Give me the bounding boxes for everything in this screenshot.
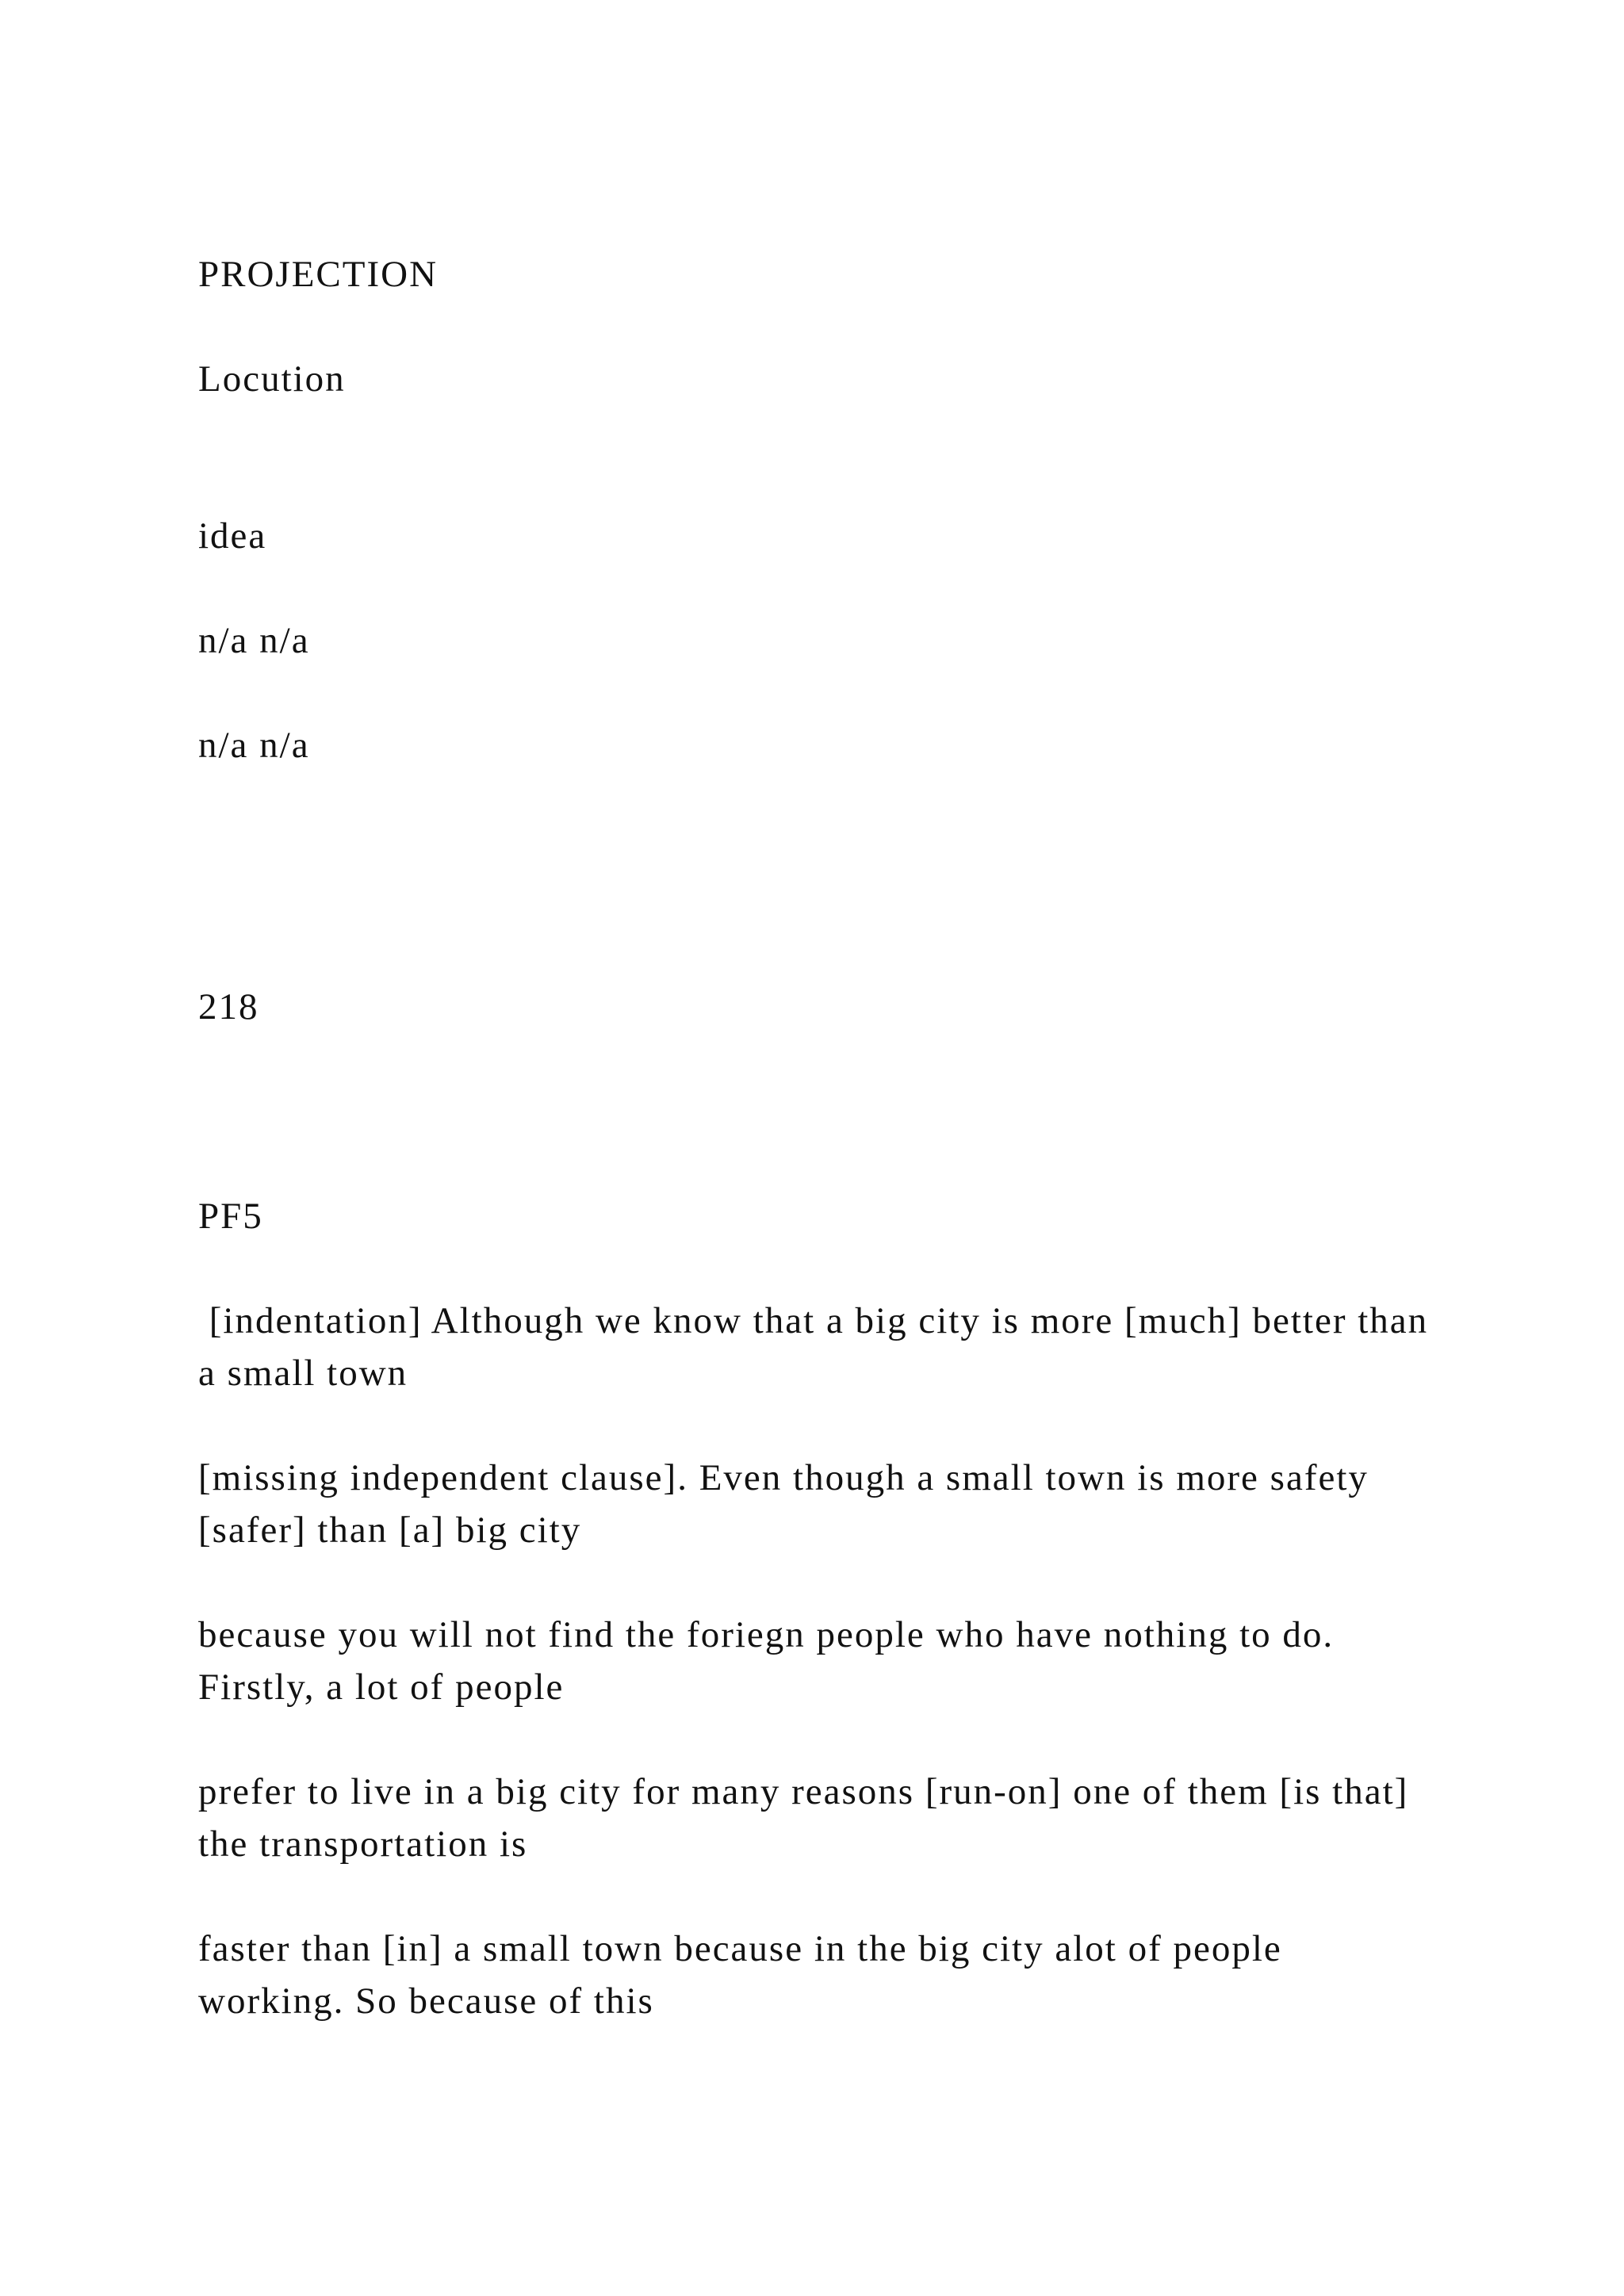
page-number: 218 <box>198 986 259 1027</box>
na-row-2: n/a n/a <box>198 725 310 766</box>
paragraph-line: faster than [in] a small town because in the big city alot of people working. So because of this <box>198 1928 1293 2022</box>
paragraph-line: [missing independent clause]. Even though a small town is more safety [safer] than [a] big city <box>198 1457 1380 1551</box>
locution-label: Locution <box>198 358 346 400</box>
paragraph-line: [indentation] Although we know that a big city is more [much] better than a small town <box>198 1300 1439 1394</box>
paragraph-line: prefer to live in a big city for many reasons [run-on] one of them [is that] the transportation is <box>198 1771 1420 1865</box>
document-heading: PROJECTION <box>198 254 439 295</box>
paragraph-line: because you will not find the foriegn people who have nothing to do. Firstly, a lot of people <box>198 1614 1345 1708</box>
idea-label: idea <box>198 515 267 557</box>
section-code: PF5 <box>198 1196 263 1237</box>
na-row-1: n/a n/a <box>198 620 310 661</box>
